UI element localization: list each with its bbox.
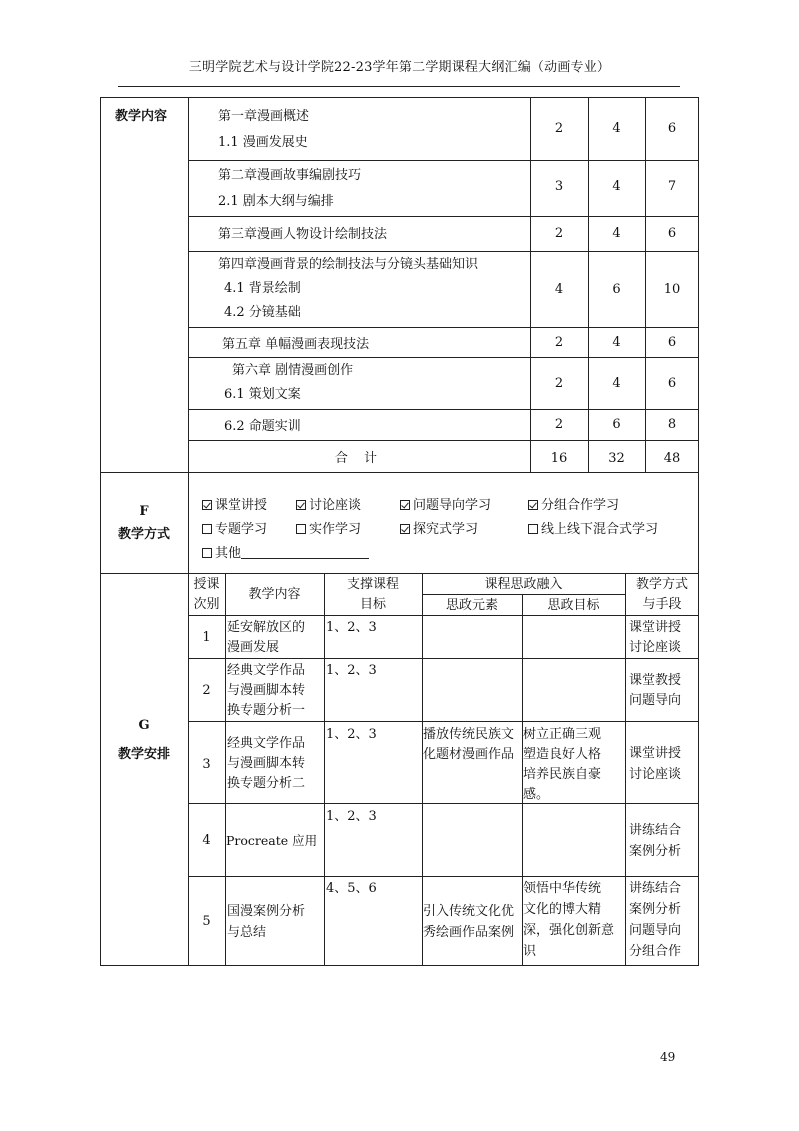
session-method: 课堂讲授 — [629, 746, 682, 761]
grid-line — [188, 803, 699, 804]
session-method: 讨论座谈 — [629, 767, 682, 782]
grid-line — [188, 472, 189, 573]
checkbox-checked-icon — [400, 524, 410, 534]
ideology-goal: 领悟中华传统 — [523, 881, 602, 896]
grid-line — [324, 573, 325, 966]
session-method: 课堂教授 — [629, 673, 682, 688]
content-row-2-line-2: 2.1 剧本大纲与编排 — [218, 194, 334, 209]
section-divider — [100, 573, 699, 574]
content-row-4-line-2: 4.1 背景绘制 — [224, 281, 301, 296]
session-method: 讲练结合 — [629, 881, 682, 896]
other-blank-line[interactable] — [241, 546, 369, 559]
section-divider — [100, 472, 699, 473]
ideology-goal: 树立正确三观 — [523, 727, 602, 742]
hours-value: 4 — [612, 335, 621, 350]
method-option-group-work[interactable]: 分组合作学习 — [528, 497, 619, 514]
checkbox-checked-icon — [296, 500, 306, 510]
session-content: 漫画发展 — [227, 640, 280, 655]
total-value: 48 — [663, 451, 681, 466]
checkbox-empty-icon — [202, 524, 212, 534]
grid-line — [188, 658, 699, 659]
grid-line — [188, 440, 699, 441]
hours-value: 6 — [612, 417, 621, 432]
grid-line — [188, 160, 699, 161]
session-number: 1 — [202, 630, 211, 645]
checkbox-empty-icon — [296, 524, 306, 534]
session-content: 国漫案例分析 — [227, 904, 306, 919]
grid-line — [188, 327, 699, 328]
method-option-inquiry[interactable]: 探究式学习 — [400, 521, 478, 538]
session-goal: 1、2、3 — [326, 727, 377, 742]
session-content: 换专题分析二 — [227, 776, 306, 791]
grid-line — [225, 573, 226, 966]
session-content: 换专题分析一 — [227, 703, 306, 718]
hours-value: 3 — [554, 179, 564, 194]
method-option-topic-study[interactable]: 专题学习 — [202, 521, 267, 538]
hours-value: 2 — [554, 121, 564, 136]
grid-line — [188, 97, 189, 472]
method-option-other[interactable]: 其他 — [202, 545, 369, 562]
session-method: 课堂讲授 — [629, 620, 682, 635]
content-row-1-line-1: 第一章漫画概述 — [218, 109, 310, 124]
session-method: 问题导向 — [629, 693, 682, 708]
page-number: 49 — [660, 1050, 676, 1064]
session-content: 与漫画脚本转 — [227, 683, 306, 698]
session-number: 5 — [202, 914, 211, 929]
hours-value: 6 — [667, 335, 677, 350]
grid-line — [422, 594, 625, 595]
schedule-section-letter: G — [138, 718, 150, 733]
content-row-1-line-2: 1.1 漫画发展史 — [218, 135, 308, 150]
grid-line — [188, 216, 699, 217]
header-method: 教学方式 — [635, 577, 688, 592]
header-ideology: 课程思政融入 — [484, 577, 563, 592]
method-option-practice[interactable]: 实作学习 — [296, 521, 361, 538]
checkbox-empty-icon — [202, 548, 212, 558]
method-option-lecture[interactable]: 课堂讲授 — [202, 497, 267, 514]
hours-value: 4 — [612, 376, 621, 391]
hours-value: 7 — [667, 179, 677, 194]
session-method: 分组合作 — [629, 944, 682, 959]
session-goal: 1、2、3 — [326, 663, 377, 678]
grid-line — [188, 876, 699, 877]
session-method: 案例分析 — [629, 902, 682, 917]
checkbox-checked-icon — [400, 500, 410, 510]
ideology-goal: 培养民族自豪 — [523, 767, 602, 782]
ideology-element: 播放传统民族文 — [423, 727, 515, 742]
hours-value: 2 — [554, 335, 564, 350]
session-method: 案例分析 — [629, 844, 682, 859]
grid-line — [188, 615, 699, 616]
checkbox-checked-icon — [202, 500, 212, 510]
session-content: 与总结 — [227, 925, 267, 940]
ideology-element: 秀绘画作品案例 — [423, 925, 515, 940]
ideology-element: 化题材漫画作品 — [423, 747, 515, 762]
hours-value: 2 — [554, 376, 564, 391]
hours-value: 4 — [612, 179, 621, 194]
session-content: 经典文学作品 — [227, 736, 306, 751]
ideology-goal: 塑造良好人格 — [523, 747, 602, 762]
header-rule — [118, 86, 680, 87]
session-content: 与漫画脚本转 — [227, 756, 306, 771]
total-value: 32 — [608, 451, 625, 466]
ideology-goal: 深，强化创新意 — [523, 923, 615, 938]
session-method: 讲练结合 — [629, 823, 682, 838]
header-ideology-goal: 思政目标 — [547, 598, 600, 613]
session-method: 问题导向 — [629, 923, 682, 938]
session-method: 讨论座谈 — [629, 640, 682, 655]
grid-line — [188, 409, 699, 410]
hours-value: 4 — [612, 121, 621, 136]
content-section-label: 教学内容 — [115, 109, 168, 124]
checkbox-checked-icon — [528, 500, 538, 510]
hours-value: 6 — [667, 121, 677, 136]
schedule-section-label: 教学安排 — [117, 747, 170, 762]
header-goal: 目标 — [359, 597, 386, 612]
method-option-blended[interactable]: 线上线下混合式学习 — [528, 521, 658, 538]
method-option-discussion[interactable]: 讨论座谈 — [296, 497, 361, 514]
method-section-letter: F — [139, 504, 149, 519]
grid-line — [188, 721, 699, 722]
total-value: 16 — [550, 451, 568, 466]
session-number: 4 — [202, 833, 211, 848]
ideology-element: 引入传统文化优 — [423, 904, 515, 919]
hours-value: 8 — [667, 417, 677, 432]
hours-value: 10 — [663, 282, 681, 297]
content-row-4-line-1: 第四章漫画背景的绘制技法与分镜头基础知识 — [218, 257, 479, 272]
grid-line — [188, 357, 699, 358]
session-number: 2 — [202, 683, 211, 698]
hours-value: 6 — [612, 282, 621, 297]
session-goal: 1、2、3 — [326, 620, 377, 635]
hours-value: 4 — [554, 282, 564, 297]
total-label: 合 计 — [334, 451, 384, 466]
session-content: 经典文学作品 — [227, 663, 306, 678]
page-header: 三明学院艺术与设计学院22-23学年第二学期课程大纲汇编（动画专业） — [188, 60, 611, 75]
header-session: 授课 — [193, 577, 220, 592]
session-content: 延安解放区的 — [227, 620, 306, 635]
session-number: 3 — [202, 757, 211, 772]
content-row-6-line-2: 6.1 策划文案 — [224, 387, 301, 402]
method-option-problem-based[interactable]: 问题导向学习 — [400, 497, 491, 514]
header-goal: 支撑课程 — [346, 577, 399, 592]
header-session: 次别 — [193, 597, 220, 612]
session-goal: 4、5、6 — [326, 881, 377, 896]
session-goal: 1、2、3 — [326, 809, 377, 824]
content-row-5-line-1: 第五章 单幅漫画表现技法 — [222, 337, 370, 352]
header-method: 与手段 — [642, 597, 682, 612]
session-content: Procreate 应用 — [226, 833, 318, 848]
ideology-goal: 感。 — [523, 787, 550, 802]
checkbox-empty-icon — [528, 524, 538, 534]
content-row-2-line-1: 第二章漫画故事编剧技巧 — [218, 168, 362, 183]
header-content: 教学内容 — [248, 587, 301, 602]
hours-value: 6 — [667, 226, 677, 241]
method-section-label: 教学方式 — [117, 527, 170, 542]
content-row-3-line-1: 第三章漫画人物设计绘制技法 — [218, 227, 388, 242]
hours-value: 2 — [554, 417, 564, 432]
content-row-7-line-1: 6.2 命题实训 — [224, 419, 301, 434]
ideology-goal: 文化的博大精 — [523, 902, 602, 917]
grid-line — [188, 251, 699, 252]
content-row-6-line-1: 第六章 剧情漫画创作 — [232, 363, 354, 378]
hours-value: 6 — [667, 376, 677, 391]
hours-value: 2 — [554, 226, 564, 241]
grid-line — [625, 573, 626, 966]
hours-value: 4 — [612, 226, 621, 241]
content-row-4-line-3: 4.2 分镜基础 — [224, 305, 301, 320]
header-element: 思政元素 — [445, 598, 498, 613]
ideology-goal: 识 — [523, 944, 537, 959]
